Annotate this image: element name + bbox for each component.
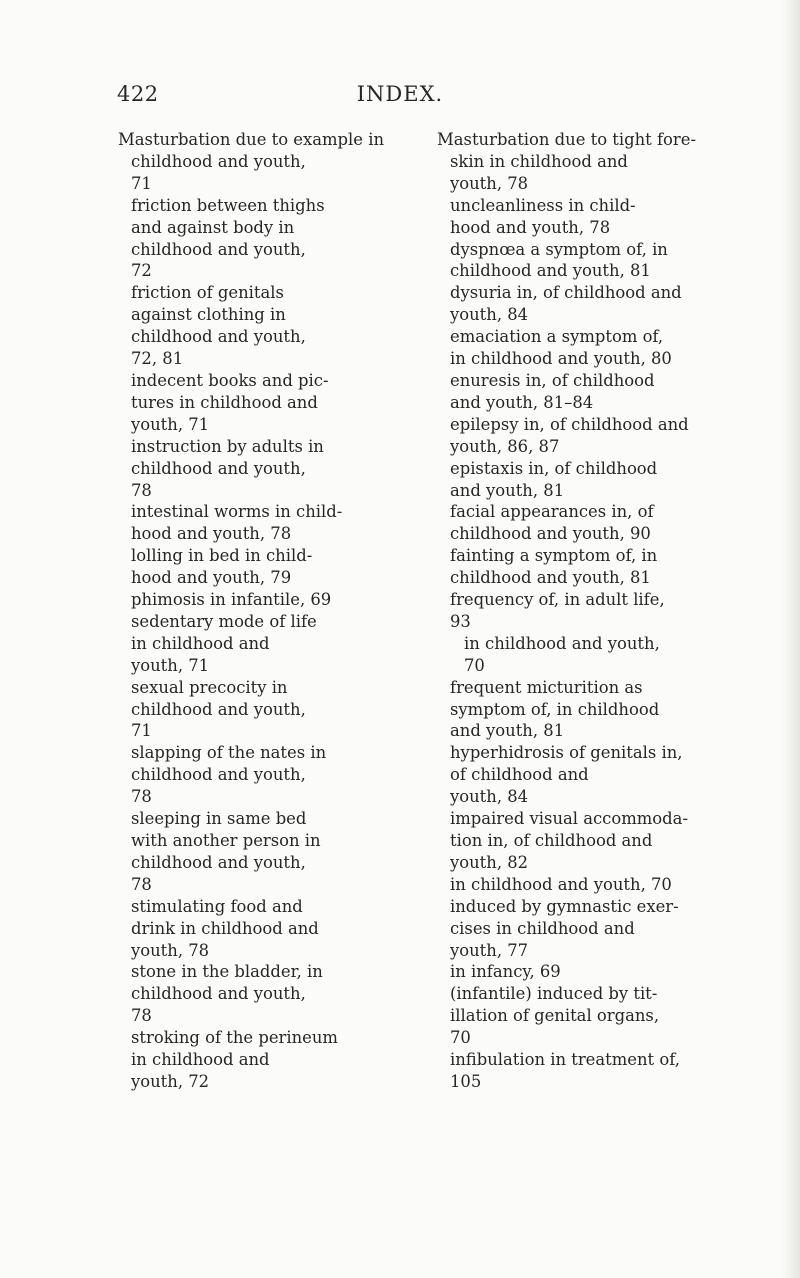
index-entry: stimulating food and drink in childhood and youth, 78: [131, 896, 319, 960]
index-entry: stroking of the perineum in childhood and youth, 72: [131, 1028, 338, 1091]
index-entry: dyspnœa a symptom of, in childhood and youth, 81: [450, 239, 668, 281]
index-entry: induced by gymnastic exer- cises in childhood and youth, 77: [450, 896, 679, 960]
index-entry: uncleanliness in child- hood and youth, 78: [450, 195, 636, 237]
index-entry: phimosis in infantile, 69: [131, 590, 332, 610]
index-entry: childhood and youth, 71: [131, 151, 306, 193]
index-entry: skin in childhood and youth, 78: [450, 151, 628, 193]
index-column-left: [118, 129, 418, 1093]
index-entry: intestinal worms in child- hood and youth, 78: [131, 502, 343, 544]
index-heading: Masturbation due to example in: [118, 130, 384, 149]
index-entry: indecent books and pic- tures in childhood and youth, 71: [131, 370, 329, 434]
index-heading: Masturbation due to tight fore-: [437, 130, 696, 149]
index-entry: in infancy, 69: [450, 962, 561, 982]
index-entry: in childhood and youth, 70: [450, 874, 672, 894]
index-entry: sexual precocity in childhood and youth, 71: [131, 677, 306, 741]
index-entry: facial appearances in, of childhood and youth, 90: [450, 502, 654, 544]
index-column-right: [437, 129, 737, 1093]
index-entry: sedentary mode of life in childhood and youth, 71: [131, 611, 317, 675]
index-entry: frequency of, in adult life, 93: [450, 590, 665, 631]
index-entry-list: [437, 677, 737, 1093]
index-entry: instruction by adults in childhood and youth, 78: [131, 436, 324, 500]
index-entry-list: [118, 151, 418, 1093]
running-head: [0, 82, 800, 112]
index-entry: hyperhidrosis of genitals in, of childhood and youth, 84: [450, 743, 683, 807]
index-sub-entry: in childhood and youth, 70: [464, 633, 660, 675]
index-entry: lolling in bed in child- hood and youth, 79: [131, 546, 313, 588]
index-entry: epilepsy in, of childhood and youth, 86, 87: [450, 414, 689, 456]
page-title: INDEX.: [356, 82, 444, 106]
index-entry: infibulation in treatment of, 105: [450, 1050, 680, 1091]
index-entry: friction of genitals against clothing in childhood and youth, 72, 81: [131, 283, 306, 369]
index-entry: (infantile) induced by tit- illation of genital organs, 70: [450, 984, 660, 1048]
page-edge-shadow: [782, 0, 800, 1278]
index-entry: frequent micturition as symptom of, in childhood and youth, 81: [450, 677, 660, 741]
index-entry-list: [437, 195, 737, 633]
index-entry: sleeping in same bed with another person in childhood and youth, 78: [131, 809, 321, 894]
index-entry: dysuria in, of childhood and youth, 84: [450, 283, 682, 325]
page-number: 422: [117, 82, 159, 106]
index-entry: stone in the bladder, in childhood and youth, 78: [131, 962, 323, 1026]
index-entry: fainting a symptom of, in childhood and youth, 81: [450, 546, 658, 588]
index-entry: friction between thighs and against body in childhood and youth, 72: [131, 195, 325, 281]
index-entry: emaciation a symptom of, in childhood and youth, 80: [450, 327, 672, 369]
index-entry: enuresis in, of childhood and youth, 81–84: [450, 370, 655, 412]
index-entry: epistaxis in, of childhood and youth, 81: [450, 458, 658, 500]
index-entry: impaired visual accommoda- tion in, of childhood and youth, 82: [450, 809, 688, 872]
index-entry: slapping of the nates in childhood and youth, 78: [131, 743, 327, 807]
